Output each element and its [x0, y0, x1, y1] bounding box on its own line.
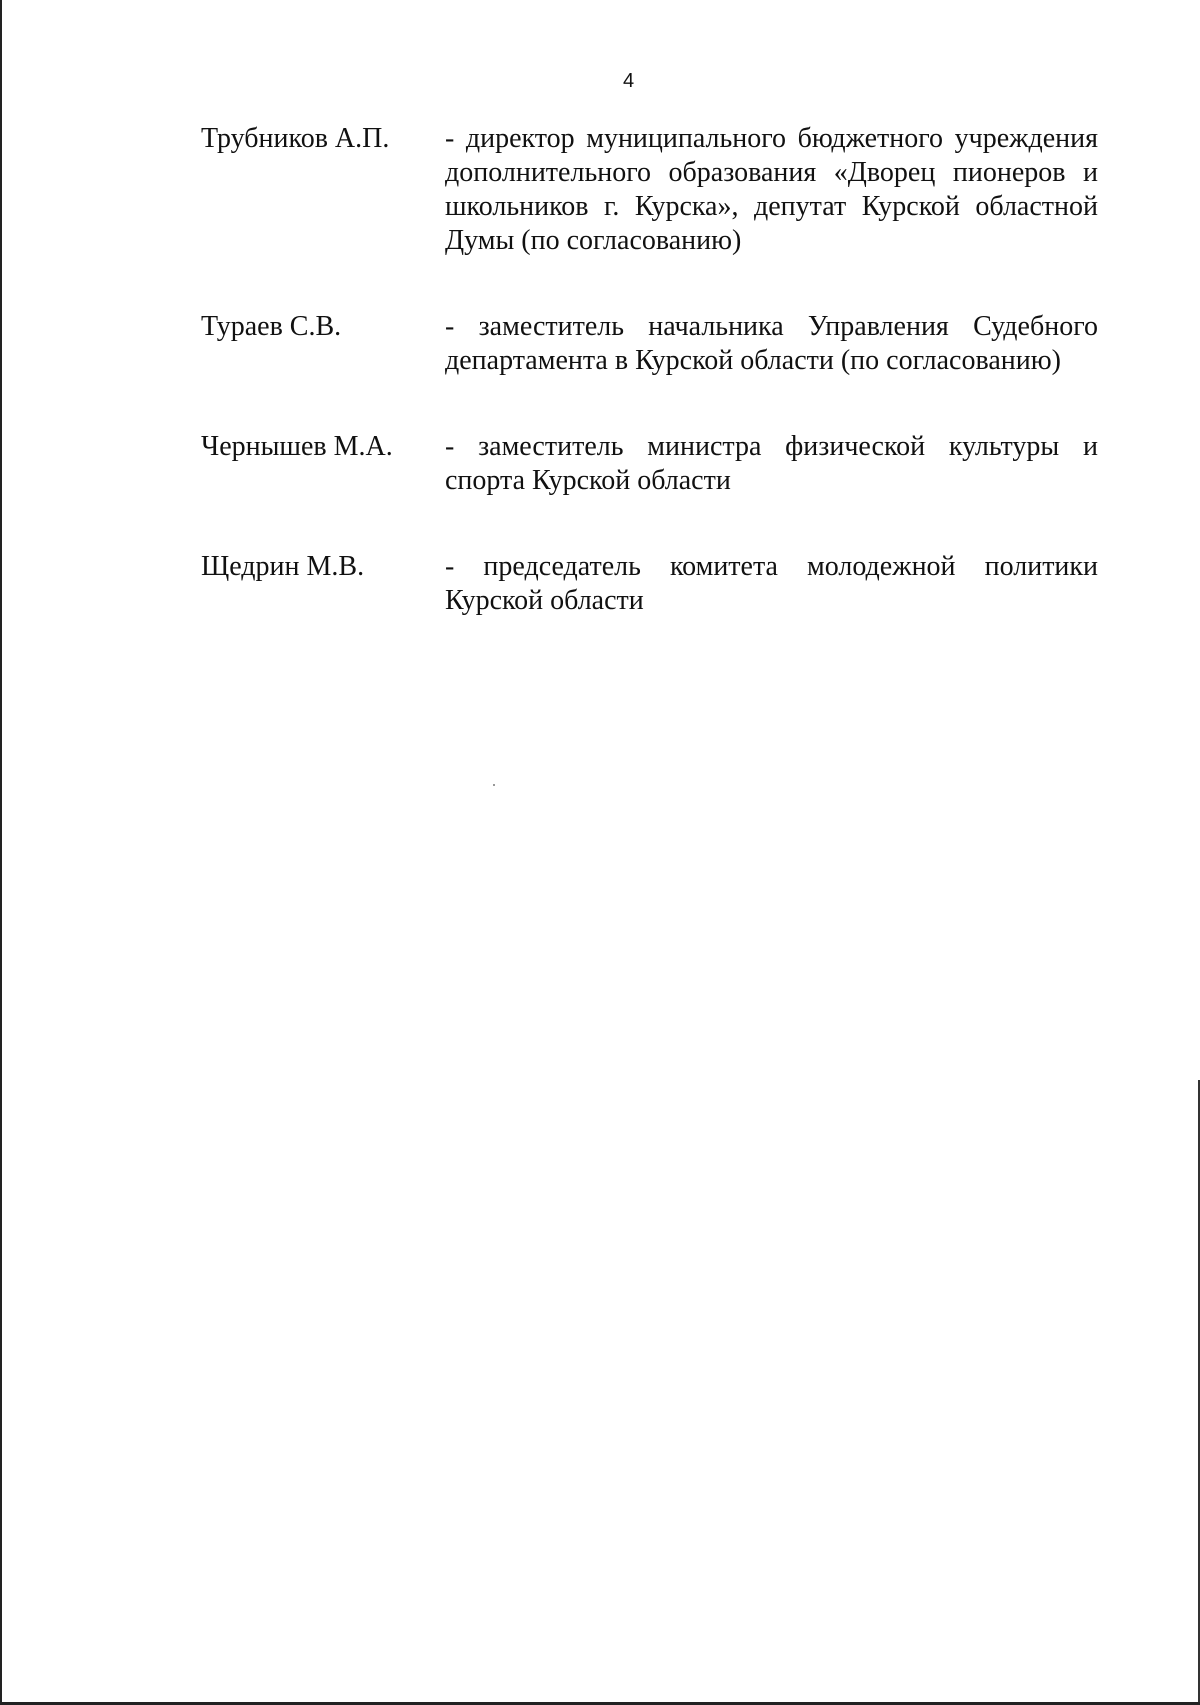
page-number: 4: [622, 70, 635, 92]
member-role: - директор муниципального бюджетного учреждения дополнительного образования «Дворец пионеров и школьников г. Курска», депутат Курской областной Думы (по согласованию): [445, 123, 1098, 256]
member-name: Щедрин М.В.: [201, 551, 365, 582]
member-role: - заместитель начальника Управления Судебного департамента в Курской области (по согласованию): [445, 311, 1098, 376]
member-list: [201, 122, 1098, 618]
member-role: - председатель комитета молодежной политики Курской области: [445, 551, 1098, 616]
member-row: [201, 430, 1098, 498]
page-edge-left: [0, 0, 2, 1705]
member-row: [201, 550, 1098, 618]
member-row: [201, 310, 1098, 378]
member-row: [201, 122, 1098, 258]
member-name: Чернышев М.А.: [201, 431, 393, 462]
member-name: Тураев С.В.: [201, 311, 342, 342]
member-role: - заместитель министра физической культуры и спорта Курской области: [445, 431, 1098, 496]
scan-speck: [493, 784, 495, 786]
member-name: Трубников А.П.: [201, 123, 390, 154]
